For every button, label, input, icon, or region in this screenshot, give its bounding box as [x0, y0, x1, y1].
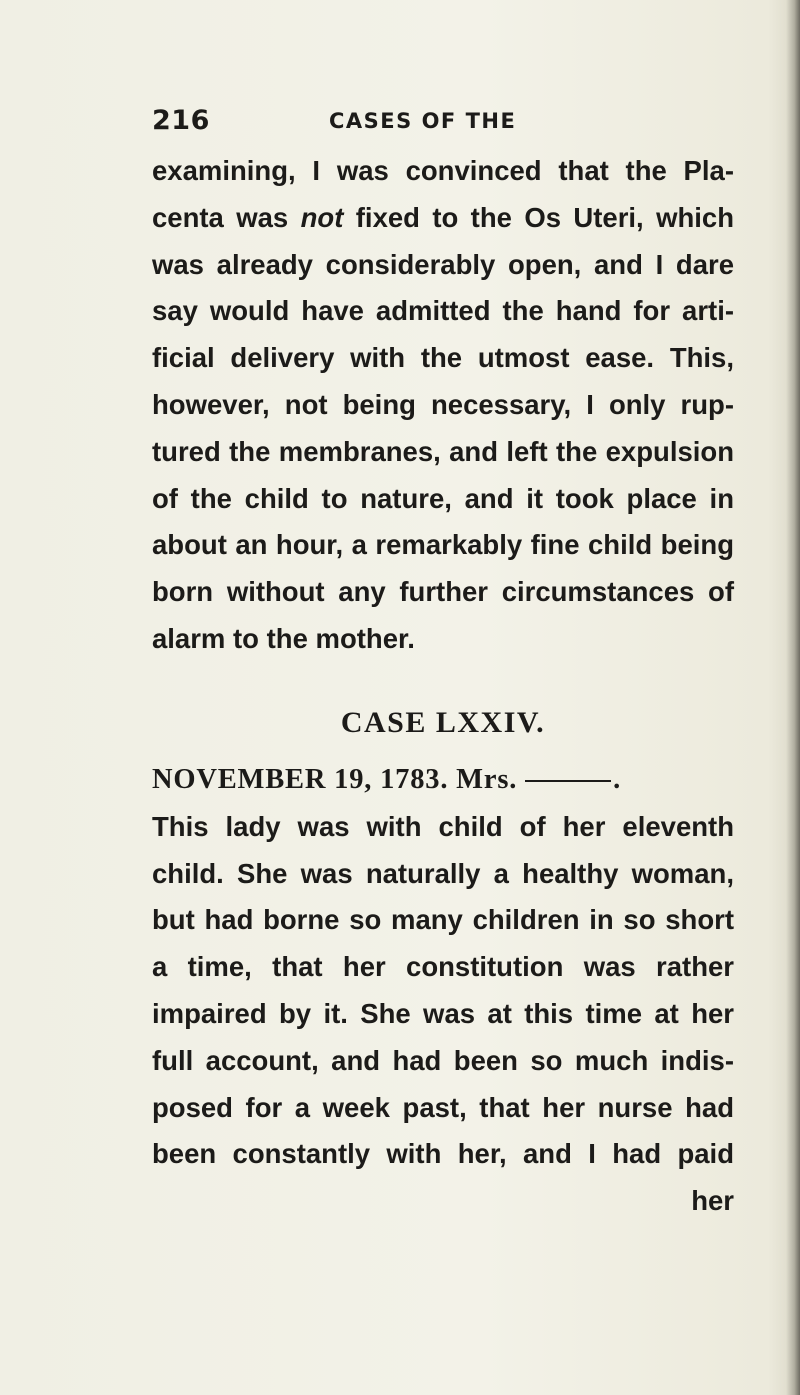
text-line: but had borne so many children in so short [152, 904, 734, 936]
text-line: posed for a week past, that her nurse had [152, 1091, 734, 1123]
text-line: tured the membranes, and left the expulsion [152, 435, 734, 467]
catchword: her [691, 1185, 734, 1217]
text-line: been constantly with her, and I had paid [152, 1138, 734, 1170]
page-edge-shadow [786, 0, 800, 1395]
dateline: NOVEMBER 19, 1783. Mrs. . [152, 764, 622, 795]
paragraph-2 [152, 757, 734, 1225]
text-line: a time, that her constitution was rather [152, 951, 734, 983]
case-heading: CASE LXXIV. [340, 706, 546, 739]
text-line: centa was not fixed to the Os Uteri, which [152, 201, 734, 233]
page-number: 216 [152, 105, 210, 136]
text-line: was already considerably open, and I dare [152, 248, 734, 280]
text-line: born without any further circumstances of [152, 576, 734, 608]
text-line: say would have admitted the hand for arti- [152, 295, 734, 327]
text-line: of the child to nature, and it took place in [152, 482, 734, 514]
text-line: ficial delivery with the utmost ease. This, [152, 342, 734, 374]
text-line: This lady was with child of her eleventh [152, 810, 734, 842]
text-line: impaired by it. She was at this time at her [152, 997, 734, 1029]
paragraph-1 [152, 148, 734, 663]
running-head [152, 105, 712, 145]
name-dash [525, 780, 611, 782]
text-line: about an hour, a remarkably fine child being [152, 529, 734, 561]
text-line: examining, I was convinced that the Pla- [152, 155, 734, 186]
text-line: child. She was naturally a healthy woman, [152, 857, 734, 889]
text-line: however, not being necessary, I only rup- [152, 388, 734, 420]
running-head-title: CASES OF THE [329, 109, 517, 133]
italic-emphasis: not [300, 201, 344, 233]
text-line: full account, and had been so much indis- [152, 1044, 734, 1076]
text-line: alarm to the mother. [152, 622, 415, 654]
